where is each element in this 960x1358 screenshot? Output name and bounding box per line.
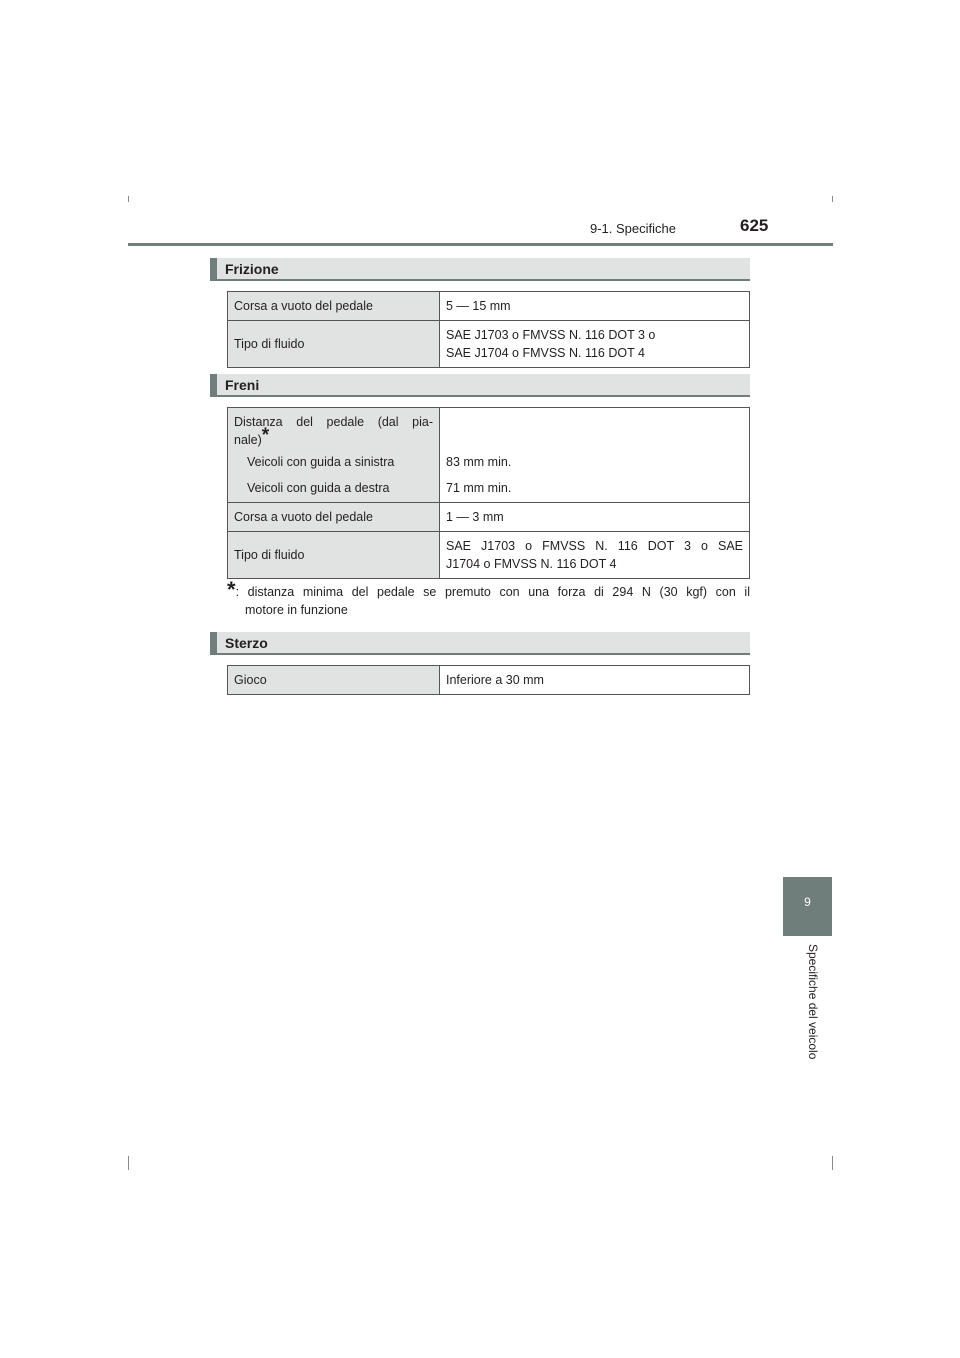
table-row: [228, 292, 750, 321]
section-label: 9-1. Specifiche: [590, 221, 676, 236]
spec-value-line: J1704 o FMVSS N. 116 DOT 4: [446, 557, 617, 571]
crop-mark: [128, 196, 129, 202]
spec-key: Tipo di fluido: [228, 532, 440, 579]
spec-value-line: 83 mm min.: [446, 455, 512, 469]
footnote-asterisk: *: [227, 577, 236, 602]
spec-key-line: [234, 424, 433, 449]
table-row: [228, 503, 750, 532]
crop-mark: [832, 196, 833, 202]
spec-key-line: Veicoli con guida a sinistra: [247, 455, 395, 469]
footnote: [227, 577, 750, 619]
crop-mark: [832, 1156, 833, 1170]
spec-key: Gioco: [228, 666, 440, 695]
spec-value: [440, 408, 750, 503]
sterzo-heading: [210, 632, 750, 655]
header-rule: [128, 243, 833, 246]
freni-heading: [210, 374, 750, 397]
chapter-number: 9: [804, 895, 811, 909]
frizione-table: [227, 291, 750, 368]
frizione-title: Frizione: [225, 261, 279, 277]
spec-value: Inferiore a 30 mm: [440, 666, 750, 695]
footnote-line: motore in funzione: [245, 603, 348, 617]
freni-title: Freni: [225, 377, 260, 393]
spec-value-line: 71 mm min.: [446, 481, 512, 495]
spec-key: Corsa a vuoto del pedale: [228, 503, 440, 532]
spec-value: [440, 321, 750, 368]
spec-value-line: SAE J1704 o FMVSS N. 116 DOT 4: [446, 346, 645, 360]
page-number: 625: [740, 216, 769, 235]
chapter-title: Specifiche del veicolo: [806, 944, 820, 1060]
table-row: [228, 408, 750, 503]
spec-key-text: nale): [234, 433, 262, 447]
frizione-heading: [210, 258, 750, 281]
spec-value: 5 — 15 mm: [440, 292, 750, 321]
freni-table: [227, 407, 750, 579]
footnote-text: : distanza minima del pedale se premuto con una forza di 294 N (30 kgf) con il: [235, 585, 750, 599]
spec-value-line: SAE J1703 o FMVSS N. 116 DOT 3 o: [446, 328, 656, 342]
footnote-line: [227, 577, 750, 602]
spec-key-line: Veicoli con guida a destra: [247, 481, 390, 495]
spec-key: [228, 408, 440, 503]
sterzo-title: Sterzo: [225, 635, 268, 651]
spec-value: 1 — 3 mm: [440, 503, 750, 532]
table-row: [228, 666, 750, 695]
asterisk-marker: *: [261, 424, 270, 446]
crop-mark: [128, 1156, 129, 1170]
table-row: [228, 321, 750, 368]
sterzo-table: [227, 665, 750, 695]
spec-key-line: Distanza del pedale (dal pia-: [234, 415, 433, 429]
table-row: [228, 532, 750, 579]
spec-value: [440, 532, 750, 579]
spec-key: Corsa a vuoto del pedale: [228, 292, 440, 321]
spec-key: Tipo di fluido: [228, 321, 440, 368]
chapter-tab[interactable]: [783, 877, 832, 936]
spec-value-line: SAE J1703 o FMVSS N. 116 DOT 3 o SAE: [446, 539, 743, 553]
